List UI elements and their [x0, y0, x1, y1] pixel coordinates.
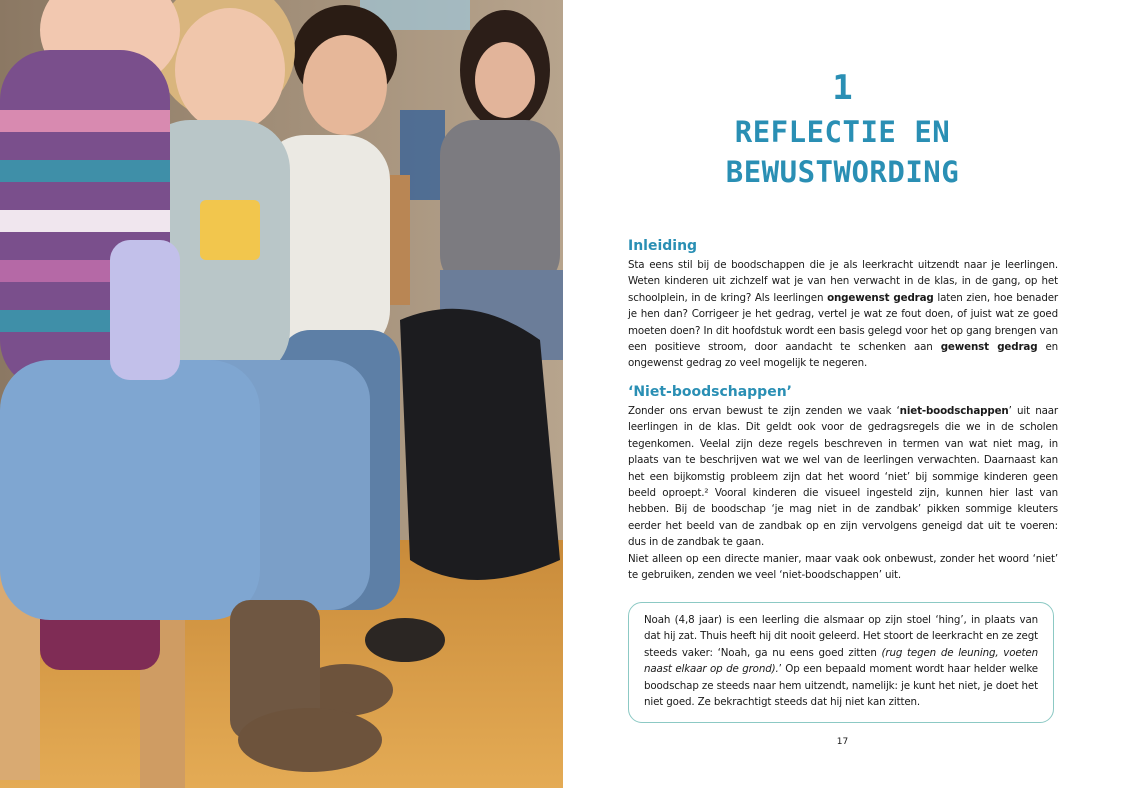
bold-term: niet-boodschappen — [899, 405, 1009, 417]
section-heading: Inleiding — [628, 238, 698, 254]
section-heading: ‘Niet-boodschappen’ — [628, 384, 792, 400]
section-paragraph: Niet alleen op een directe manier, maar vaak ook onbewust, zonder het woord ‘niet’ te gebruiken, zenden we veel ‘niet-boodschappen’ uit. — [628, 552, 1058, 582]
bold-term: ongewenst gedrag — [827, 291, 934, 304]
bold-term: gewenst gedrag — [940, 341, 1038, 354]
text-run: Zonder ons ervan bewust te zijn zenden we vaak ‘ — [628, 405, 900, 417]
text-run: en ongewenst gedrag zo veel mogelijk te negeren. — [628, 341, 1059, 370]
chapter-title — [563, 112, 1122, 192]
example-box — [628, 602, 1054, 723]
italic-note: (rug tegen de leuning, voeten naast elkaar op de grond). — [644, 646, 1038, 676]
chapter-number: 1 — [832, 68, 853, 108]
text-run: Noah (4,8 jaar) is een leerling die alsmaar op zijn stoel ‘hing’, in plaats van dat hij zat. Thuis heeft hij dit nooit geleerd. Het stoort de leerkracht en ze zegt steeds vaker: ‘Noah, ga nu eens goed zitten — [644, 614, 1038, 659]
section-inleiding — [628, 238, 1058, 372]
chapter-title-line-1: REFLECTIE EN — [734, 115, 951, 149]
section-paragraph — [628, 403, 1058, 551]
text-run: laten zien, hoe benader je hen dan? Corrigeer je het gedrag, vertel je wat ze fout doen, of juist wat ze goed moeten doen? In dit hoofdstuk wordt een basis gelegd voor het op gang brengen van een positieve stroom, door aandacht te schenken aan — [628, 291, 1058, 354]
section-niet-boodschappen — [628, 384, 1058, 583]
text-run: Sta eens stil bij de boodschappen die je als leerkracht uitzendt naar je leerlingen. Weten kinderen uit zichzelf wat je van hen verwacht in de klas, in de gang, op het schoolplein, in de kring? Als leerlingen — [628, 259, 1058, 304]
text-run: ’ Op een bepaald moment wordt haar helder welke boodschap ze steeds naar hem uitzendt, namelijk: je kunt het niet, je doet het niet goed. Ze bekrachtigt steeds dat hij niet kan zitten. — [644, 663, 1038, 709]
example-paragraph — [644, 612, 1038, 710]
section-paragraph — [628, 257, 1058, 372]
page-number: 17 — [836, 737, 849, 747]
chapter-title-line-2: BEWUSTWORDING — [725, 155, 960, 189]
text-page — [563, 0, 1122, 788]
text-run: ’ uit naar leerlingen in de klas. Dit geldt ook voor de gedragsregels die we in de scholen tegenkomen. Veelal zijn deze regels beschreven in termen van wat niet mag, in plaats van te beschrijven wat we wel van de leerlingen verwachten. Daarnaast kan het een bijkomstig probleem zijn dat het woord ‘niet’ bij sommige kinderen geen beeld oproept.² Vooral kinderen die visueel ingesteld zijn, kunnen hier last van hebben. Bij de boodschap ‘je mag niet in de zandbak’ pikken sommige kleuters eerder het beeld van de zandbak op en zijn vervolgens geneigd dat uit te voeren: dus in de zandbak te gaan. — [628, 405, 1058, 549]
